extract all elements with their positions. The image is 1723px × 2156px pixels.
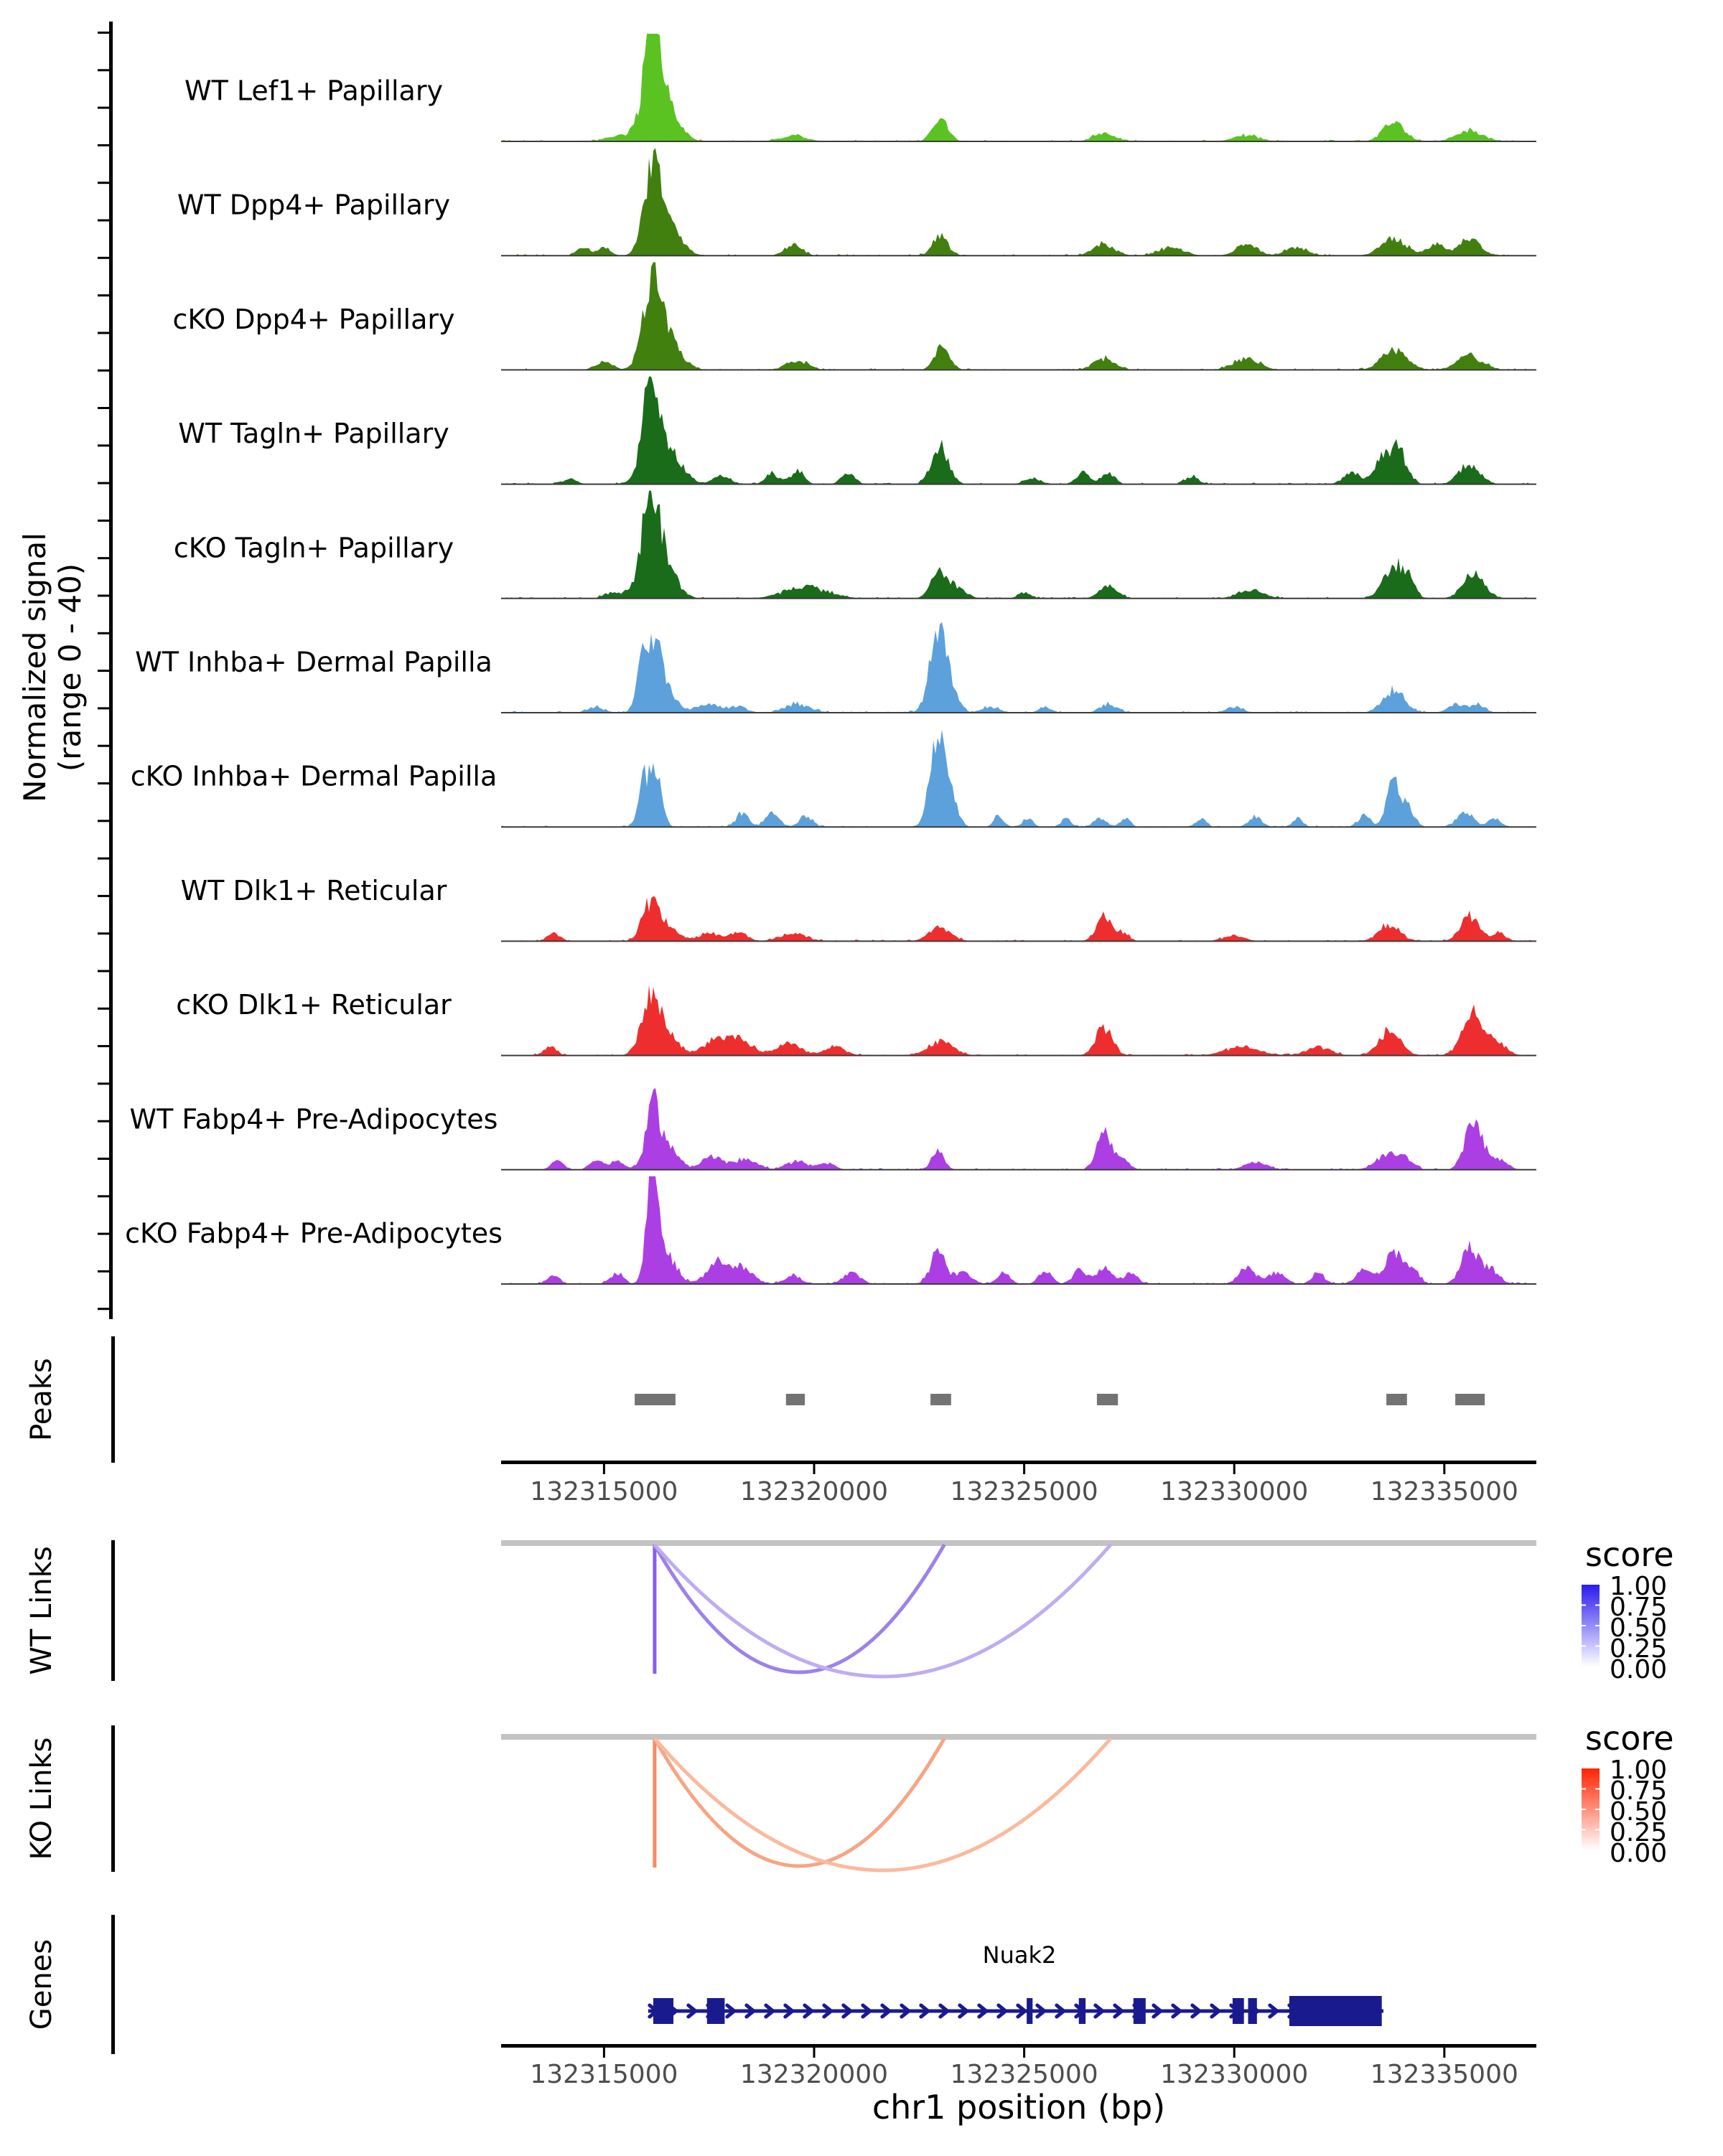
x-tick-label: 132315000 (530, 1477, 678, 1506)
y-axis-tick (98, 1120, 109, 1122)
signal-track (501, 985, 1536, 1055)
track-label: cKO Tagln+ Papillary (173, 532, 454, 564)
genes-axis-bar (111, 1915, 115, 2054)
signal-area (501, 148, 1535, 256)
x-axis-tick (1233, 1464, 1236, 1474)
x-axis-title: chr1 position (bp) (872, 2088, 1166, 2127)
y-axis-tick (98, 670, 109, 672)
score-legend-tick-label: 0.25 (1610, 1818, 1668, 1847)
y-axis-tick (98, 370, 109, 372)
signal-area (501, 1088, 1535, 1170)
ko-links-track (501, 1734, 1536, 1870)
x-axis-tick (603, 1464, 605, 1474)
y-axis-tick (98, 332, 109, 334)
y-axis-tick (98, 294, 109, 296)
score-legend-tick-label: 1.00 (1610, 1572, 1668, 1601)
legend-bar-tick (1582, 1646, 1586, 1647)
x-tick-label: 132325000 (950, 1477, 1098, 1506)
link-arc (655, 1738, 1111, 1870)
signal-track (501, 148, 1536, 256)
x-tick-label: 132320000 (739, 2060, 889, 2089)
peaks-section-label: Peaks (25, 1358, 58, 1441)
y-axis-tick (98, 970, 109, 972)
score-legend-tick-label: 0.50 (1610, 1797, 1668, 1827)
signal-track (501, 262, 1536, 370)
legend-bar-tick (1582, 1809, 1586, 1810)
track-label: WT Inhba+ Dermal Papilla (135, 646, 492, 678)
genes-section-label: Genes (25, 1939, 58, 2030)
gene-exon (707, 1998, 725, 2024)
y-axis-tick (98, 557, 109, 559)
y-axis-tick (98, 707, 109, 709)
y-axis-tick (98, 595, 109, 597)
signal-area (501, 491, 1535, 599)
peaks-axis-bar (111, 1336, 115, 1463)
y-axis-label-line1: Normalized signal (17, 533, 52, 802)
signal-area (501, 34, 1535, 141)
y-axis-tick (98, 144, 109, 146)
y-axis-tick (98, 520, 109, 522)
signal-area (501, 730, 1535, 827)
y-axis-tick (98, 1082, 109, 1084)
signal-area (501, 896, 1535, 942)
y-axis-tick (98, 1195, 109, 1197)
x-axis-tick (1443, 1464, 1445, 1474)
legend-bar-tick (1595, 1646, 1600, 1647)
gene-exon (653, 1998, 673, 2024)
legend-bar-tick (1595, 1809, 1600, 1810)
y-axis-tick (98, 32, 109, 34)
legend-bar-tick (1595, 1625, 1600, 1626)
wt-links-section-label: WT Links (25, 1546, 58, 1675)
y-axis-tick (98, 1270, 109, 1272)
y-axis-label-line2: (range 0 - 40) (52, 563, 88, 772)
y-axis-tick (98, 632, 109, 634)
score-legend-tick-label: 0.50 (1610, 1613, 1668, 1643)
y-axis-tick (98, 257, 109, 259)
gene-model (648, 1996, 1383, 2026)
gene-exon (1027, 1998, 1032, 2024)
signal-area (501, 1176, 1535, 1284)
gene-exon (1289, 1996, 1382, 2026)
score-legend-title: score (1585, 1535, 1674, 1574)
x-tick-label: 132315000 (530, 2060, 678, 2089)
tracks-y-axis-line (109, 22, 113, 1319)
signal-track (501, 34, 1536, 141)
score-legend-tick-label: 0.75 (1610, 1776, 1668, 1806)
signal-track (501, 730, 1536, 827)
y-axis-tick (98, 407, 109, 409)
score-legend-tick-label: 0.00 (1610, 1839, 1668, 1868)
score-legend-tick-label: 0.75 (1610, 1593, 1668, 1622)
y-axis-tick (98, 1233, 109, 1235)
signal-track (501, 896, 1536, 942)
x-axis-tick (1443, 2048, 1445, 2058)
legend-bar-tick (1595, 1789, 1600, 1790)
y-axis-tick (98, 782, 109, 784)
x-tick-label: 132335000 (1370, 1477, 1518, 1506)
track-label: WT Fabp4+ Pre-Adipocytes (129, 1103, 498, 1135)
x-tick-label: 132325000 (950, 2060, 1098, 2089)
y-axis-tick (98, 1045, 109, 1047)
score-legend-tick-label: 0.25 (1610, 1634, 1668, 1664)
x-axis-tick (1023, 2048, 1025, 2058)
y-axis-tick (98, 69, 109, 71)
legend-bar-tick (1595, 1829, 1600, 1831)
y-axis-tick (98, 932, 109, 934)
legend-bar-tick (1582, 1625, 1586, 1626)
y-axis-tick (98, 182, 109, 184)
signal-area (501, 377, 1535, 484)
gene-exon (1079, 1998, 1085, 2024)
legend-bar-tick (1595, 1605, 1600, 1606)
signal-track (501, 1176, 1536, 1284)
signal-track (501, 1088, 1536, 1170)
peak-interval (1386, 1394, 1407, 1405)
y-axis-tick (98, 220, 109, 222)
genomic-axis-line (501, 1461, 1536, 1464)
y-axis-tick (98, 745, 109, 747)
signal-area (501, 985, 1535, 1055)
wt-links-track (501, 1540, 1536, 1677)
gene-exon (1233, 1998, 1244, 2024)
y-axis-tick (98, 107, 109, 109)
track-label: WT Tagln+ Papillary (178, 418, 449, 450)
track-label: cKO Dpp4+ Papillary (172, 303, 455, 335)
peak-interval (1097, 1394, 1118, 1405)
track-label: WT Dpp4+ Papillary (177, 189, 451, 221)
link-arc (655, 1545, 945, 1672)
track-label: WT Lef1+ Papillary (185, 75, 443, 107)
y-axis-tick (98, 858, 109, 860)
y-axis-tick (98, 1308, 109, 1310)
track-label: cKO Dlk1+ Reticular (176, 989, 452, 1021)
peak-interval (930, 1394, 951, 1405)
y-axis-tick (98, 1158, 109, 1160)
x-axis-tick (603, 2048, 605, 2058)
gene-exon (1248, 1998, 1257, 2024)
y-axis-tick (98, 482, 109, 484)
ko-links-axis-bar (111, 1725, 115, 1872)
x-tick-label: 132320000 (739, 1477, 889, 1506)
gene-exon (1134, 1998, 1146, 2024)
track-label: WT Dlk1+ Reticular (180, 874, 447, 906)
y-axis-tick (98, 1008, 109, 1010)
legend-bar-tick (1582, 1605, 1586, 1606)
genomic-axis-line (501, 2044, 1536, 2048)
signal-track (501, 491, 1536, 599)
score-legend-title: score (1585, 1719, 1674, 1758)
y-axis-tick (98, 895, 109, 897)
signal-track (501, 377, 1536, 484)
signal-area (501, 262, 1535, 370)
y-axis-tick (98, 820, 109, 822)
score-legend-tick-label: 1.00 (1610, 1756, 1668, 1785)
score-legend-tick-label: 0.00 (1610, 1655, 1668, 1684)
peak-interval (635, 1394, 676, 1405)
link-arc (655, 1738, 945, 1866)
legend-bar-tick (1582, 1829, 1586, 1831)
wt-links-axis-bar (111, 1540, 115, 1681)
gene-name-label: Nuak2 (982, 1941, 1057, 1969)
x-axis-tick (1233, 2048, 1236, 2058)
track-label: cKO Fabp4+ Pre-Adipocytes (125, 1217, 503, 1250)
legend-bar-tick (1582, 1789, 1586, 1790)
peak-interval (1455, 1394, 1485, 1405)
x-axis-tick (813, 1464, 815, 1474)
x-axis-tick (1023, 1464, 1025, 1474)
ko-links-section-label: KO Links (25, 1737, 58, 1860)
x-tick-label: 132330000 (1160, 1477, 1309, 1506)
signal-area (501, 622, 1535, 713)
x-axis-tick (813, 2048, 815, 2058)
x-tick-label: 132335000 (1370, 2060, 1518, 2089)
x-tick-label: 132330000 (1160, 2060, 1309, 2089)
y-axis-tick (98, 444, 109, 446)
signal-track (501, 622, 1536, 713)
link-arc (655, 1545, 1111, 1677)
peak-interval (786, 1394, 805, 1405)
track-label: cKO Inhba+ Dermal Papilla (130, 760, 498, 792)
